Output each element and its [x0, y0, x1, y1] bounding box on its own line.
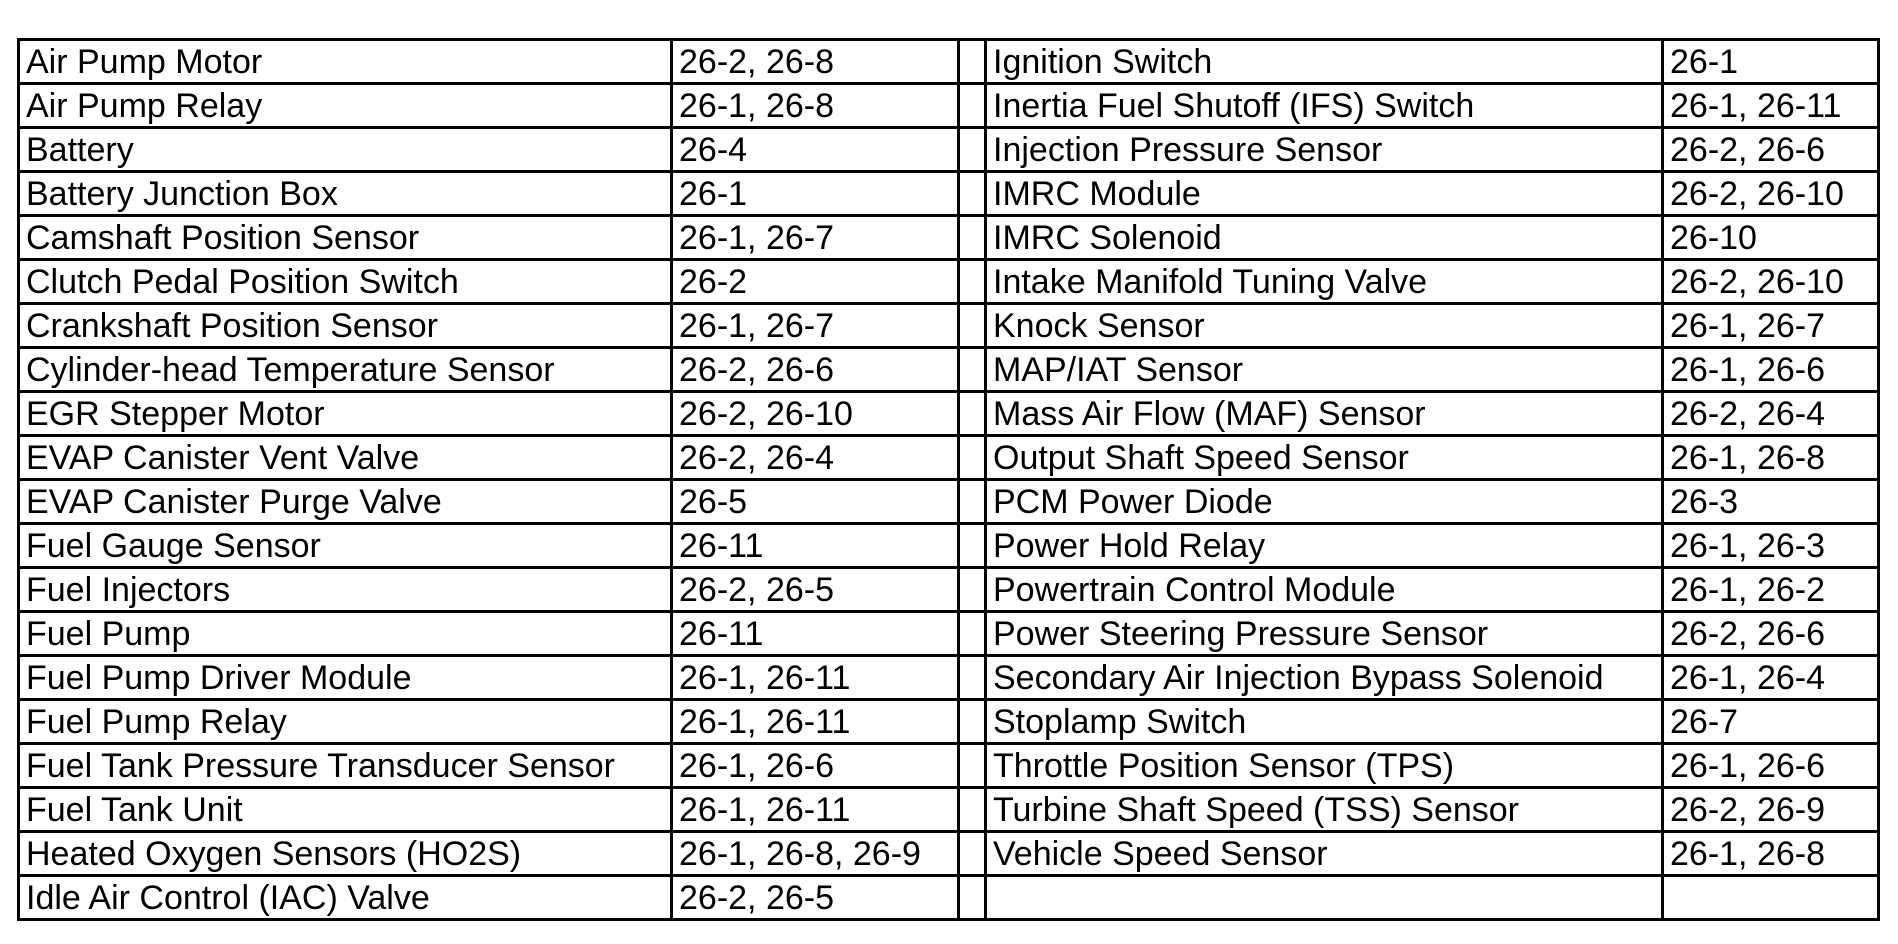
table-row	[19, 480, 1879, 524]
left-figure-refs: 26-4	[672, 128, 959, 172]
column-separator	[959, 700, 986, 744]
right-component-name: Ignition Switch	[986, 40, 1663, 84]
right-figure-refs: 26-1, 26-2	[1663, 568, 1879, 612]
left-component-name: EGR Stepper Motor	[19, 392, 672, 436]
right-figure-refs: 26-3	[1663, 480, 1879, 524]
table-row	[19, 304, 1879, 348]
left-figure-refs: 26-2, 26-5	[672, 876, 959, 920]
right-component-name: IMRC Module	[986, 172, 1663, 216]
right-component-name: IMRC Solenoid	[986, 216, 1663, 260]
left-figure-refs: 26-1, 26-7	[672, 216, 959, 260]
column-separator	[959, 832, 986, 876]
right-figure-refs: 26-7	[1663, 700, 1879, 744]
left-figure-refs: 26-1, 26-11	[672, 656, 959, 700]
left-component-name: Heated Oxygen Sensors (HO2S)	[19, 832, 672, 876]
table-row	[19, 568, 1879, 612]
left-figure-refs: 26-11	[672, 612, 959, 656]
column-separator	[959, 128, 986, 172]
right-figure-refs: 26-1, 26-7	[1663, 304, 1879, 348]
table-row	[19, 84, 1879, 128]
right-component-name: Vehicle Speed Sensor	[986, 832, 1663, 876]
right-component-name: Intake Manifold Tuning Valve	[986, 260, 1663, 304]
table-row	[19, 876, 1879, 920]
column-separator	[959, 568, 986, 612]
left-component-name: Fuel Pump Driver Module	[19, 656, 672, 700]
column-separator	[959, 524, 986, 568]
right-component-name: PCM Power Diode	[986, 480, 1663, 524]
left-component-name: Battery	[19, 128, 672, 172]
right-component-name: Secondary Air Injection Bypass Solenoid	[986, 656, 1663, 700]
left-component-name: Cylinder-head Temperature Sensor	[19, 348, 672, 392]
left-figure-refs: 26-1, 26-7	[672, 304, 959, 348]
table-row	[19, 612, 1879, 656]
column-separator	[959, 744, 986, 788]
table-row	[19, 700, 1879, 744]
left-component-name: Idle Air Control (IAC) Valve	[19, 876, 672, 920]
right-component-name: Injection Pressure Sensor	[986, 128, 1663, 172]
left-figure-refs: 26-2, 26-5	[672, 568, 959, 612]
table-row	[19, 744, 1879, 788]
right-figure-refs: 26-2, 26-10	[1663, 172, 1879, 216]
left-figure-refs: 26-1, 26-11	[672, 700, 959, 744]
left-component-name: Air Pump Motor	[19, 40, 672, 84]
column-separator	[959, 876, 986, 920]
left-component-name: Fuel Gauge Sensor	[19, 524, 672, 568]
left-figure-refs: 26-1, 26-8, 26-9	[672, 832, 959, 876]
table-row	[19, 788, 1879, 832]
right-component-name: Powertrain Control Module	[986, 568, 1663, 612]
table-row	[19, 172, 1879, 216]
left-component-name: Fuel Pump Relay	[19, 700, 672, 744]
column-separator	[959, 84, 986, 128]
column-separator	[959, 436, 986, 480]
table-row	[19, 40, 1879, 84]
column-separator	[959, 480, 986, 524]
left-figure-refs: 26-1	[672, 172, 959, 216]
right-figure-refs: 26-1, 26-8	[1663, 832, 1879, 876]
table-row	[19, 348, 1879, 392]
right-figure-refs: 26-2, 26-6	[1663, 128, 1879, 172]
table-body	[19, 40, 1879, 920]
column-separator	[959, 260, 986, 304]
left-figure-refs: 26-2, 26-4	[672, 436, 959, 480]
right-component-name: Turbine Shaft Speed (TSS) Sensor	[986, 788, 1663, 832]
right-figure-refs: 26-2, 26-10	[1663, 260, 1879, 304]
left-figure-refs: 26-2, 26-6	[672, 348, 959, 392]
left-component-name: Fuel Pump	[19, 612, 672, 656]
right-component-name	[986, 876, 1663, 920]
right-figure-refs	[1663, 876, 1879, 920]
table-row	[19, 524, 1879, 568]
column-separator	[959, 216, 986, 260]
left-component-name: Fuel Injectors	[19, 568, 672, 612]
right-figure-refs: 26-1, 26-6	[1663, 348, 1879, 392]
table-row	[19, 260, 1879, 304]
left-figure-refs: 26-5	[672, 480, 959, 524]
left-figure-refs: 26-1, 26-11	[672, 788, 959, 832]
right-figure-refs: 26-10	[1663, 216, 1879, 260]
left-figure-refs: 26-2, 26-8	[672, 40, 959, 84]
table-row	[19, 128, 1879, 172]
right-component-name: Inertia Fuel Shutoff (IFS) Switch	[986, 84, 1663, 128]
left-component-name: EVAP Canister Purge Valve	[19, 480, 672, 524]
component-locator-table	[17, 38, 1880, 921]
right-figure-refs: 26-1, 26-4	[1663, 656, 1879, 700]
right-component-name: Knock Sensor	[986, 304, 1663, 348]
right-component-name: MAP/IAT Sensor	[986, 348, 1663, 392]
right-component-name: Stoplamp Switch	[986, 700, 1663, 744]
left-component-name: EVAP Canister Vent Valve	[19, 436, 672, 480]
left-figure-refs: 26-2, 26-10	[672, 392, 959, 436]
table-row	[19, 216, 1879, 260]
left-component-name: Fuel Tank Unit	[19, 788, 672, 832]
right-figure-refs: 26-1, 26-3	[1663, 524, 1879, 568]
column-separator	[959, 612, 986, 656]
left-component-name: Crankshaft Position Sensor	[19, 304, 672, 348]
table-row	[19, 436, 1879, 480]
column-separator	[959, 172, 986, 216]
left-component-name: Fuel Tank Pressure Transducer Sensor	[19, 744, 672, 788]
table-row	[19, 832, 1879, 876]
left-component-name: Clutch Pedal Position Switch	[19, 260, 672, 304]
right-component-name: Throttle Position Sensor (TPS)	[986, 744, 1663, 788]
right-component-name: Power Steering Pressure Sensor	[986, 612, 1663, 656]
right-component-name: Output Shaft Speed Sensor	[986, 436, 1663, 480]
left-component-name: Air Pump Relay	[19, 84, 672, 128]
column-separator	[959, 656, 986, 700]
column-separator	[959, 348, 986, 392]
left-figure-refs: 26-1, 26-8	[672, 84, 959, 128]
right-figure-refs: 26-1	[1663, 40, 1879, 84]
left-component-name: Camshaft Position Sensor	[19, 216, 672, 260]
right-component-name: Power Hold Relay	[986, 524, 1663, 568]
table-row	[19, 656, 1879, 700]
right-figure-refs: 26-1, 26-8	[1663, 436, 1879, 480]
column-separator	[959, 304, 986, 348]
table-row	[19, 392, 1879, 436]
left-figure-refs: 26-1, 26-6	[672, 744, 959, 788]
right-figure-refs: 26-1, 26-6	[1663, 744, 1879, 788]
right-figure-refs: 26-2, 26-4	[1663, 392, 1879, 436]
left-component-name: Battery Junction Box	[19, 172, 672, 216]
right-component-name: Mass Air Flow (MAF) Sensor	[986, 392, 1663, 436]
right-figure-refs: 26-1, 26-11	[1663, 84, 1879, 128]
column-separator	[959, 788, 986, 832]
column-separator	[959, 392, 986, 436]
right-figure-refs: 26-2, 26-9	[1663, 788, 1879, 832]
column-separator	[959, 40, 986, 84]
right-figure-refs: 26-2, 26-6	[1663, 612, 1879, 656]
left-figure-refs: 26-11	[672, 524, 959, 568]
left-figure-refs: 26-2	[672, 260, 959, 304]
